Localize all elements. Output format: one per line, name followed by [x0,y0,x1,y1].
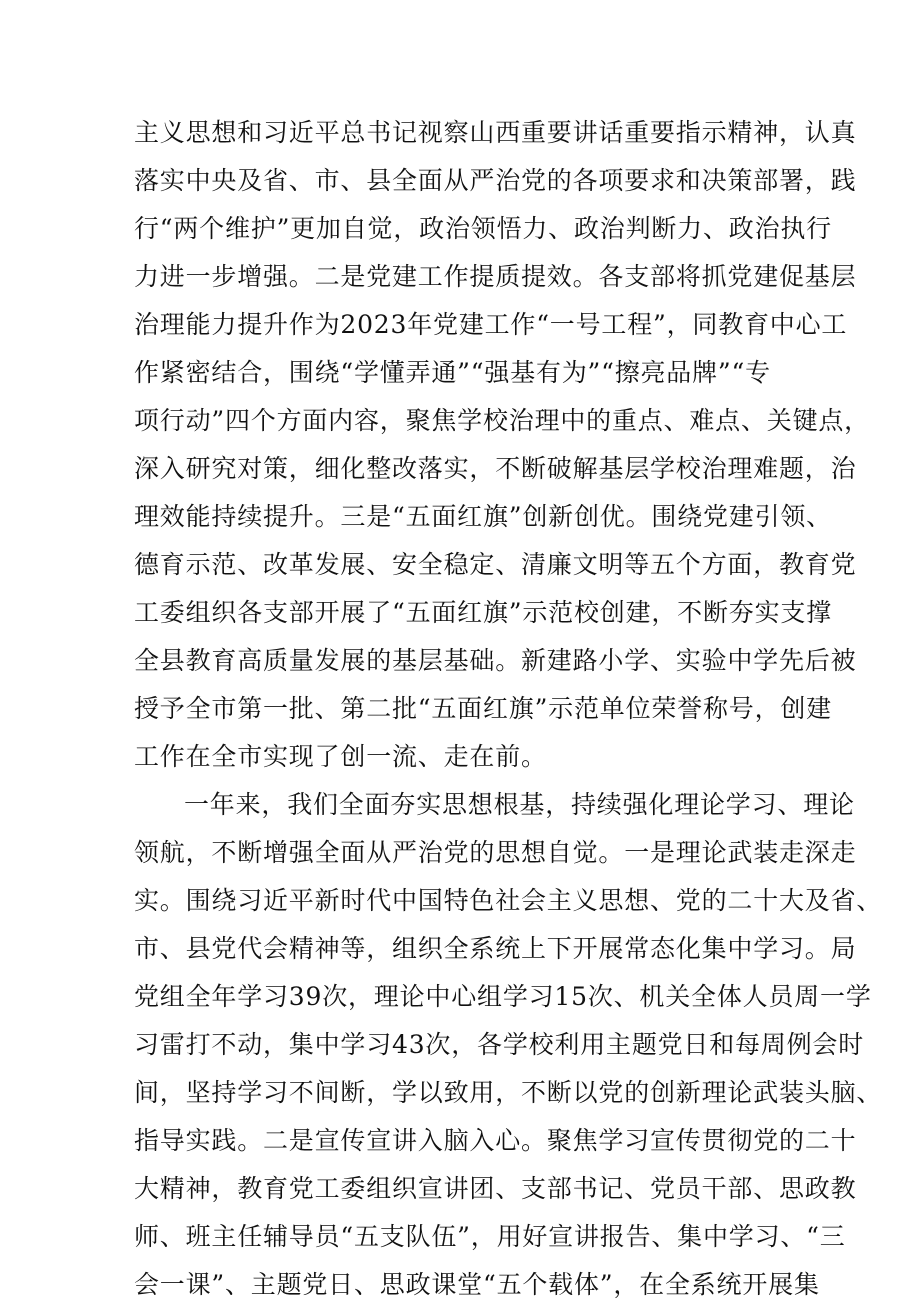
text-line: 全县教育高质量发展的基层基础。新建路小学、实验中学先后被 [134,646,857,675]
text-line: 实。围绕习近平新时代中国特色社会主义思想、党的二十大及省、 [134,886,883,915]
text-line: 力进一步增强。二是党建工作提质提效。各支部将抓党建促基层 [134,262,857,291]
text-line: 行“两个维护”更加自觉，政治领悟力、政治判断力、政治执行 [134,214,832,243]
text-line: 理效能持续提升。三是“五面红旗”创新创优。围绕党建引领、 [134,502,832,531]
text-line: 党组全年学习39次，理论中心组学习15次、机关全体人员周一学 [134,982,872,1011]
text-line: 师、班主任辅导员“五支队伍”，用好宣讲报告、集中学习、“三 [134,1222,846,1251]
text-line: 习雷打不动，集中学习43次，各学校利用主题党日和每周例会时 [134,1030,865,1059]
text-line: 深入研究对策，细化整改落实，不断破解基层学校治理难题，治 [134,454,857,483]
text-line: 市、县党代会精神等，组织全系统上下开展常态化集中学习。局 [134,934,857,963]
document-body [134,109,883,1309]
text-line: 间，坚持学习不间断，学以致用，不断以党的创新理论武装头脑、 [134,1078,883,1107]
paragraph-first-line: 一年来，我们全面夯实思想根基，持续强化理论学习、理论 [184,790,855,819]
text-line: 指导实践。二是宣传宣讲入脑入心。聚焦学习宣传贯彻党的二十 [134,1126,857,1155]
text-line: 主义思想和习近平总书记视察山西重要讲话重要指示精神，认真 [134,118,857,147]
text-line: 落实中央及省、市、县全面从严治党的各项要求和决策部署，践 [134,166,857,195]
text-line: 工作在全市实现了创一流、走在前。 [134,742,547,771]
text-line: 工委组织各支部开展了“五面红旗”示范校创建，不断夯实支撑 [134,598,832,627]
text-line: 项行动”四个方面内容，聚焦学校治理中的重点、难点、关键点， [134,406,870,435]
text-line: 作紧密结合，围绕“学懂弄通”“强基有为”“擦亮品牌”“专 [134,358,771,387]
text-line: 授予全市第一批、第二批“五面红旗”示范单位荣誉称号，创建 [134,694,832,723]
text-line: 治理能力提升作为2023年党建工作“一号工程”，同教育中心工 [134,310,848,339]
text-line: 领航，不断增强全面从严治党的思想自觉。一是理论武装走深走 [134,838,857,867]
text-line: 德育示范、改革发展、安全稳定、清廉文明等五个方面，教育党 [134,550,857,579]
text-line: 大精神，教育党工委组织宣讲团、支部书记、党员干部、思政教 [134,1174,857,1203]
text-line: 会一课”、主题党日、思政课堂“五个载体”，在全系统开展集 [134,1270,820,1299]
